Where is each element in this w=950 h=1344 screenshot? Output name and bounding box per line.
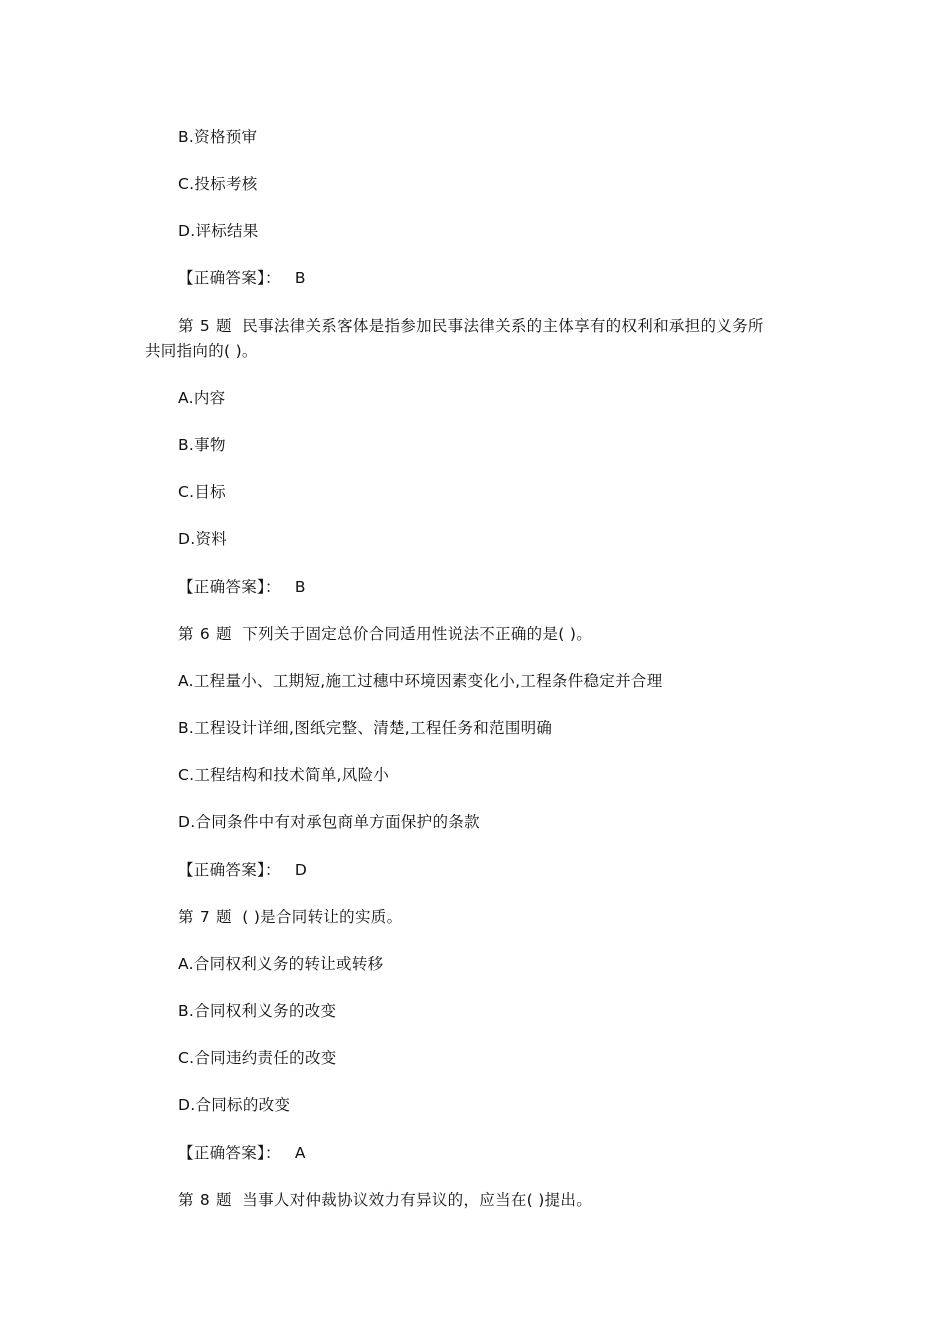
question-5-line-1 [178,316,764,336]
question-suffix: 题 [215,317,232,335]
question-number: 5 [199,317,210,335]
option-d: D.合同条件中有对承包商单方面保护的条款 [178,813,480,831]
option-b: B.资格预审 [178,128,258,146]
question-6 [178,624,592,644]
answer-label: 【正确答案】： [178,578,281,596]
answer-value: A [294,1144,306,1162]
question-number: 7 [199,908,210,926]
answer-line [178,268,306,288]
question-prefix: 第 [178,1191,194,1209]
option-a: A.工程量小、工期短,施工过穗中环境因素变化小,工程条件稳定并合理 [178,672,663,690]
option-d: D.资料 [178,530,228,548]
question-suffix: 题 [215,908,232,926]
option-a: A.合同权利义务的转让或转移 [178,955,384,973]
answer-line [178,1143,306,1163]
question-number: 8 [199,1191,210,1209]
option-b: B.工程设计详细,图纸完整、清楚,工程任务和范围明确 [178,719,553,737]
option-a: A.内容 [178,389,226,407]
option-c: C.合同违约责任的改变 [178,1049,337,1067]
answer-line [178,577,306,597]
question-prefix: 第 [178,908,194,926]
answer-value: B [294,269,306,287]
question-text: 当事人对仲裁协议效力有异议的，应当在( )提出。 [242,1191,592,1209]
question-prefix: 第 [178,317,194,335]
answer-label: 【正确答案】： [178,269,281,287]
question-7 [178,907,402,927]
option-b: B.事物 [178,436,226,454]
option-d: D.评标结果 [178,222,259,240]
question-5-line-2: 共同指向的( )。 [145,342,258,360]
question-suffix: 题 [215,1191,232,1209]
question-suffix: 题 [215,625,232,643]
question-prefix: 第 [178,625,194,643]
option-c: C.投标考核 [178,175,258,193]
question-number: 6 [199,625,210,643]
option-b: B.合同权利义务的改变 [178,1002,337,1020]
answer-value: B [294,578,306,596]
option-c: C.目标 [178,483,226,501]
option-c: C.工程结构和技术简单,风险小 [178,766,390,784]
question-text: ( )是合同转让的实质。 [242,908,403,926]
answer-value: D [294,861,308,879]
question-text: 民事法律关系客体是指参加民事法律关系的主体享有的权利和承担的义务所 [242,317,764,335]
answer-label: 【正确答案】： [178,1144,281,1162]
answer-line [178,860,307,880]
question-8 [178,1190,592,1210]
answer-label: 【正确答案】： [178,861,281,879]
question-text: 下列关于固定总价合同适用性说法不正确的是( )。 [242,625,592,643]
option-d: D.合同标的改变 [178,1096,291,1114]
